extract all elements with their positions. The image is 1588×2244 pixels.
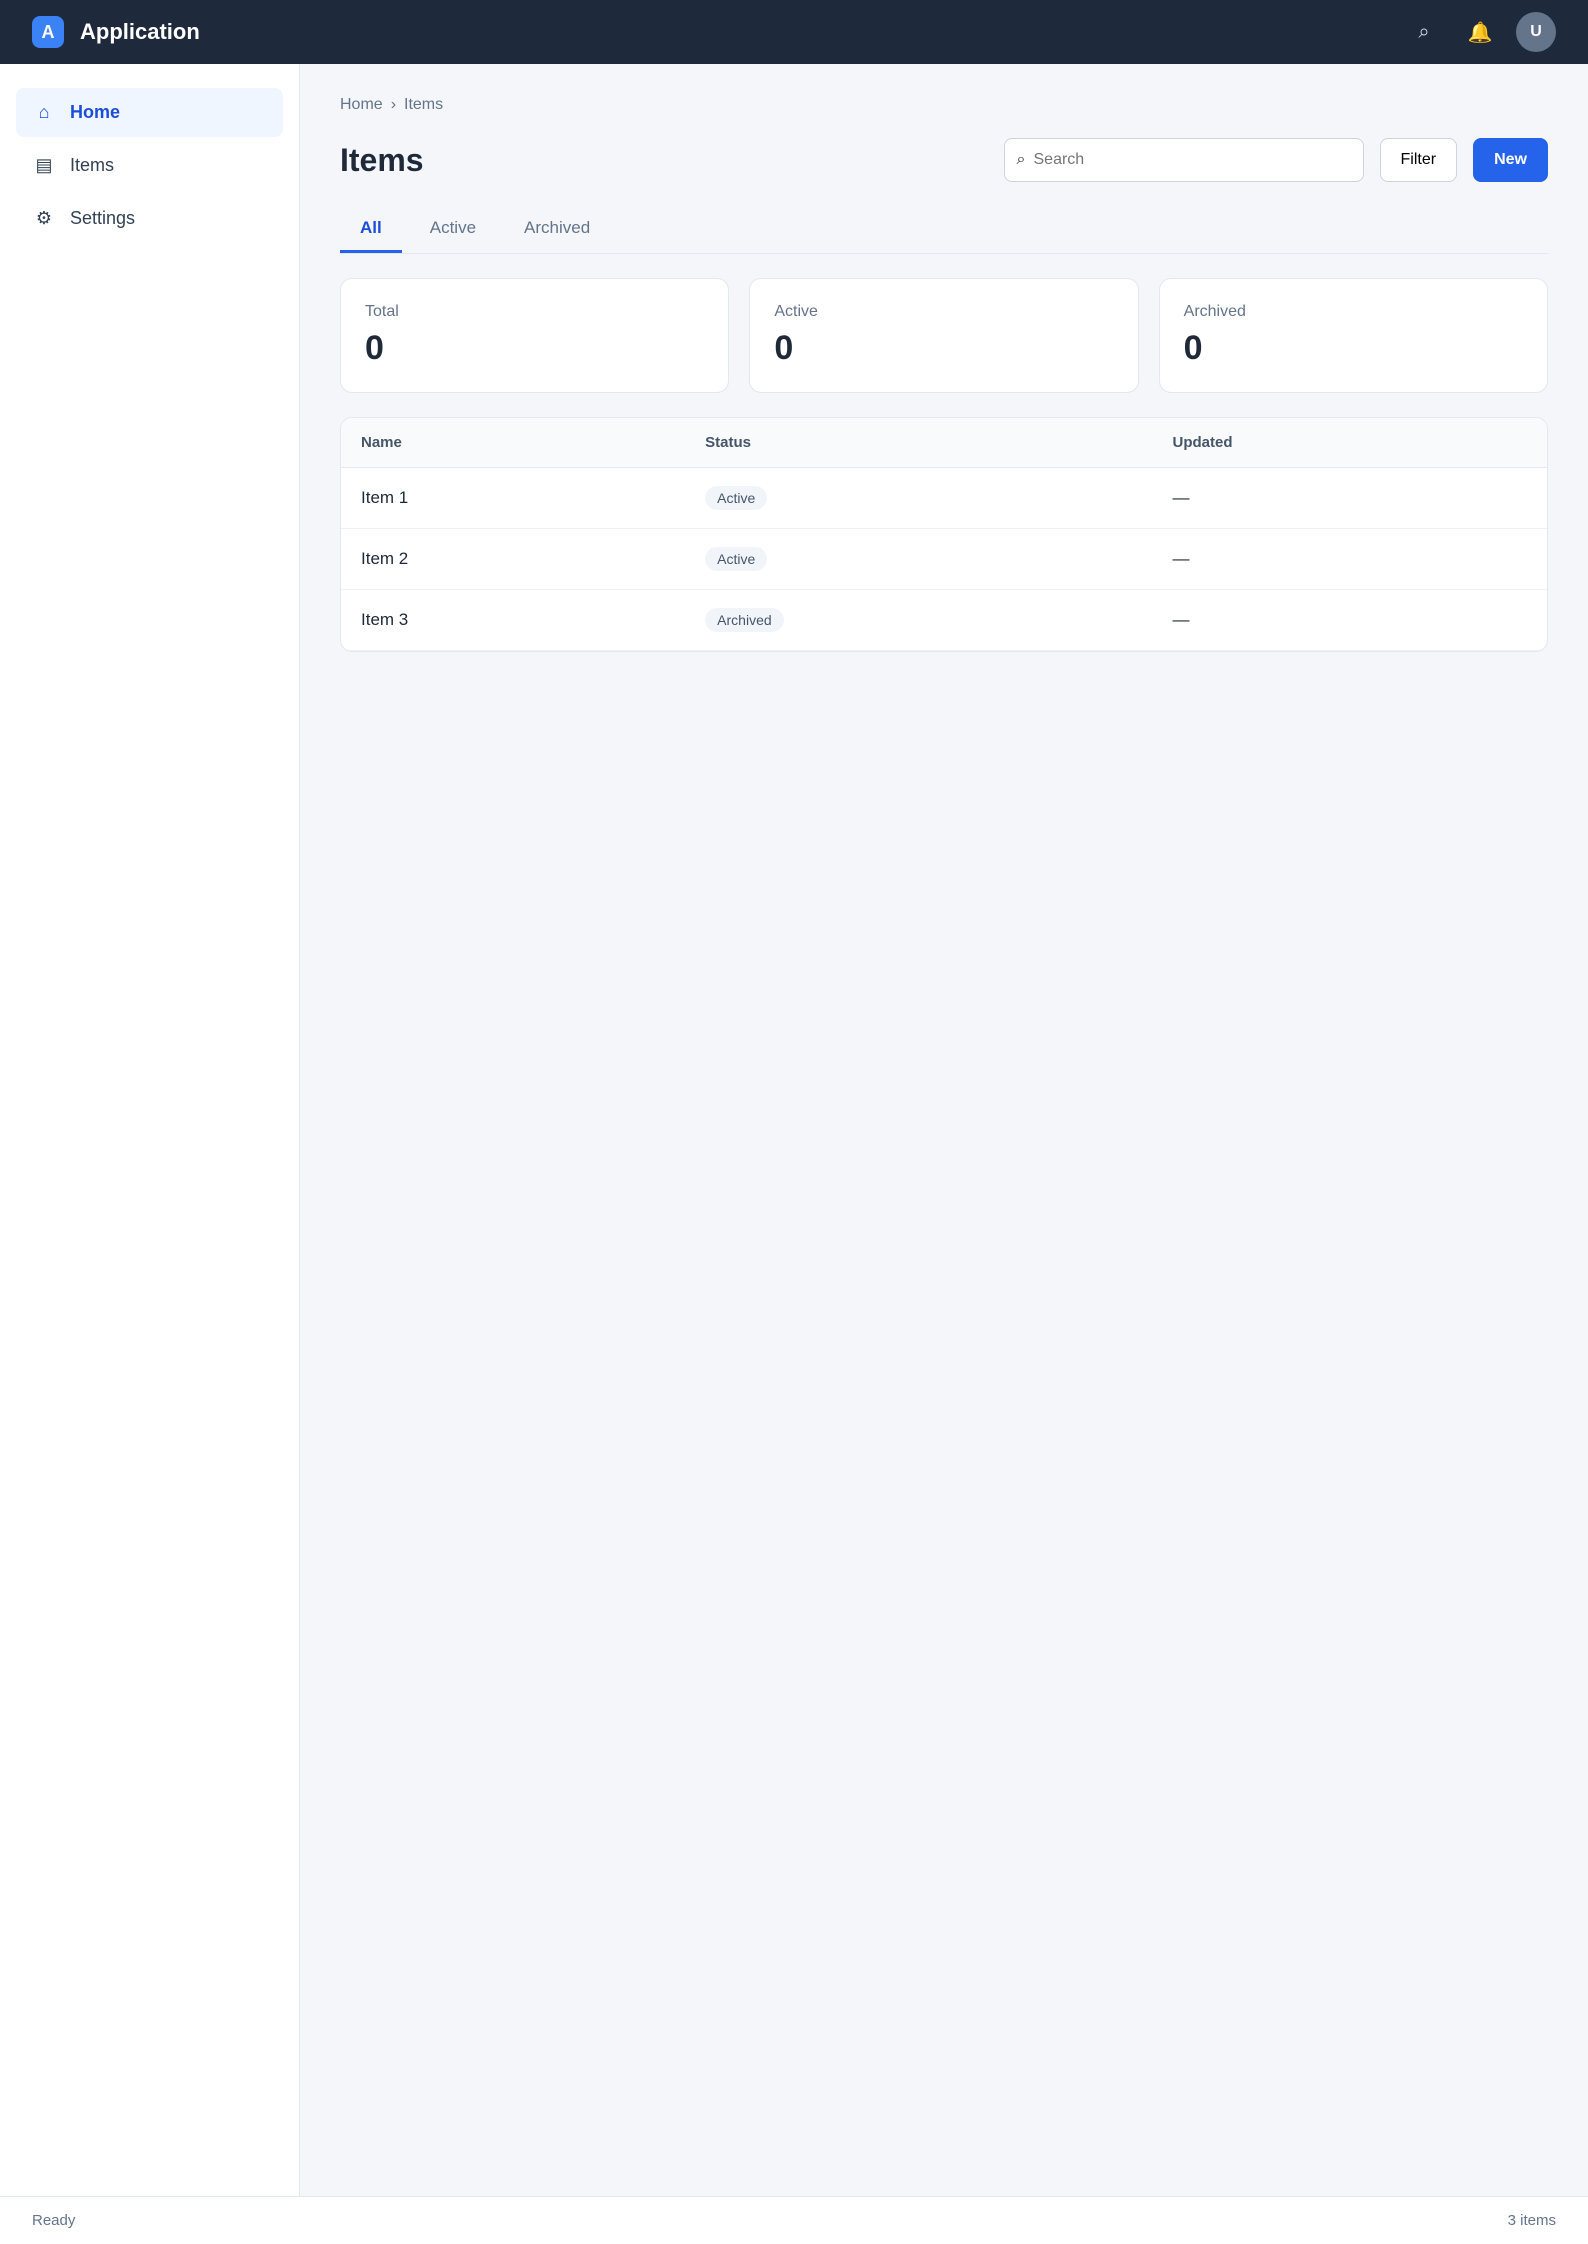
status-badge: Active xyxy=(705,547,767,571)
table-cell xyxy=(685,468,1152,529)
tab-bar xyxy=(340,206,1548,254)
table-header-row xyxy=(341,418,1547,468)
items-table xyxy=(340,417,1548,652)
filter-button[interactable]: Filter xyxy=(1380,138,1458,182)
sidebar-item-label: Settings xyxy=(70,208,136,228)
table-cell: — xyxy=(1153,468,1548,529)
column-header[interactable]: Status xyxy=(685,418,1152,468)
main-content xyxy=(300,64,1588,2196)
card-label: Total xyxy=(365,303,399,320)
app-title: Application xyxy=(80,19,200,44)
sidebar xyxy=(0,64,300,2196)
page-title: Items xyxy=(340,141,424,178)
search-icon[interactable]: ⌕ xyxy=(1418,20,1430,43)
card-label: Archived xyxy=(1183,303,1246,320)
table-cell xyxy=(685,590,1152,651)
list-icon: ▤ xyxy=(35,155,53,175)
table-row[interactable] xyxy=(341,529,1547,590)
summary-card xyxy=(749,278,1138,393)
table-row[interactable] xyxy=(341,468,1547,529)
search-field-icon: ⌕ xyxy=(1016,151,1026,168)
table-cell xyxy=(685,529,1152,590)
gear-icon: ⚙ xyxy=(35,208,53,228)
sidebar-item-items[interactable] xyxy=(16,141,283,190)
home-icon: ⌂ xyxy=(38,102,50,122)
table-cell: Item 2 xyxy=(341,529,685,590)
card-value: 0 xyxy=(1183,329,1203,367)
notification-bell-icon[interactable]: 🔔 xyxy=(1467,21,1493,44)
status-bar xyxy=(0,2196,1588,2244)
page-header xyxy=(340,138,1548,182)
sidebar-item-label: Items xyxy=(70,155,115,175)
card-label: Active xyxy=(774,303,818,320)
status-badge: Archived xyxy=(705,608,783,632)
summary-cards xyxy=(340,278,1548,393)
sidebar-item-settings[interactable] xyxy=(16,194,283,243)
table-cell: Item 1 xyxy=(341,468,685,529)
sidebar-item-label: Home xyxy=(70,102,121,122)
card-value: 0 xyxy=(365,329,384,367)
item-count: 3 items xyxy=(1507,2212,1556,2229)
tab-all[interactable]: All xyxy=(340,206,402,253)
breadcrumb xyxy=(340,96,1548,114)
search-box[interactable] xyxy=(1004,138,1364,182)
breadcrumb-root[interactable]: Home xyxy=(340,96,383,113)
table-row[interactable] xyxy=(341,590,1547,651)
column-header[interactable]: Updated xyxy=(1153,418,1548,468)
app-logo: A xyxy=(32,16,64,48)
tab-active[interactable]: Active xyxy=(429,218,477,237)
card-value: 0 xyxy=(774,329,794,367)
breadcrumb-separator: › xyxy=(390,96,397,113)
breadcrumb-current: Items xyxy=(404,96,444,113)
column-header[interactable]: Name xyxy=(341,418,685,468)
tab-archived[interactable]: Archived xyxy=(524,218,591,237)
table-cell: — xyxy=(1153,590,1548,651)
summary-card xyxy=(1159,278,1548,393)
table-cell: Item 3 xyxy=(341,590,685,651)
status-text: Ready xyxy=(32,2212,76,2229)
title-bar xyxy=(0,0,1588,64)
sidebar-item-home[interactable] xyxy=(16,88,283,137)
summary-card xyxy=(340,278,729,393)
avatar[interactable]: U xyxy=(1516,12,1556,52)
status-badge: Active xyxy=(705,486,767,510)
app-body xyxy=(0,64,1588,2196)
search-input[interactable] xyxy=(1034,151,1351,169)
table-cell: — xyxy=(1153,529,1548,590)
new-button[interactable]: New xyxy=(1473,138,1548,182)
